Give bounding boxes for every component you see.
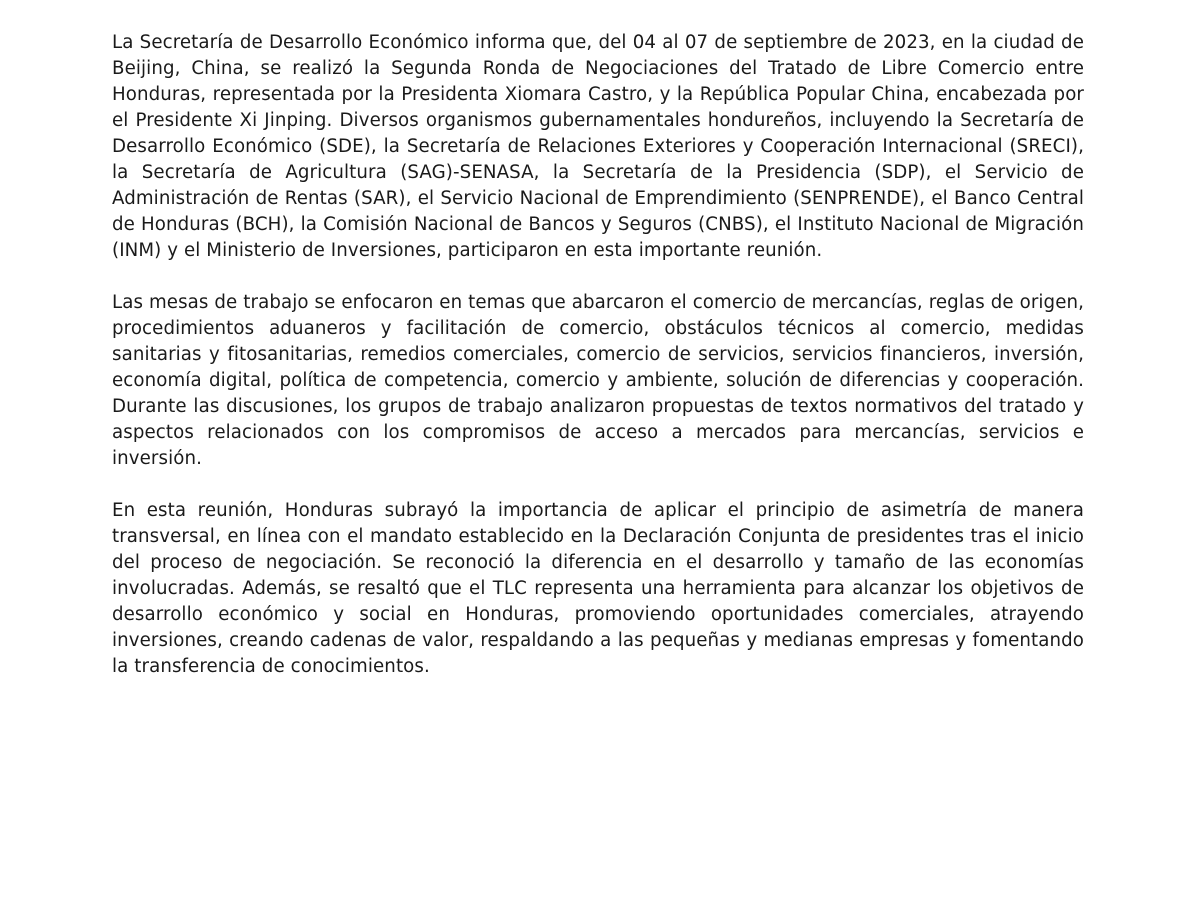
paragraph-3: En esta reunión, Honduras subrayó la importancia de aplicar el principio de asimetría de manera transversal, en línea con el mandato establecido en la Declaración Conjunta de presidentes tras el inicio del proceso de negociación. Se reconoció la diferencia en el desarrollo y tamaño de las economías involucradas. Además, se resaltó que el TLC representa una herramienta para alcanzar los objetivos de desarrollo económico y social en Honduras, promoviendo oportunidades comerciales, atrayendo inversiones, creando cadenas de valor, respaldando a las pequeñas y medianas empresas y fomentando la transferencia de conocimientos.	[112, 500, 1084, 677]
paragraph-1: La Secretaría de Desarrollo Económico informa que, del 04 al 07 de septiembre de 2023, en la ciudad de Beijing, China, se realizó la Segunda Ronda de Negociaciones del Tratado de Libre Comercio entre Honduras, representada por la Presidenta Xiomara Castro, y la República Popular China, encabezada por el Presidente Xi Jinping. Diversos organismos gubernamentales hondureños, incluyendo la Secretaría de Desarrollo Económico (SDE), la Secretaría de Relaciones Exteriores y Cooperación Internacional (SRECI), la Secretaría de Agricultura (SAG)-SENASA, la Secretaría de la Presidencia (SDP), el Servicio de Administración de Rentas (SAR), el Servicio Nacional de Emprendimiento (SENPRENDE), el Banco Central de Honduras (BCH), la Comisión Nacional de Bancos y Seguros (CNBS), el Instituto Nacional de Migración (INM) y el Ministerio de Inversiones, participaron en esta importante reunión.	[112, 32, 1084, 261]
paragraph-2: Las mesas de trabajo se enfocaron en temas que abarcaron el comercio de mercancías, reglas de origen, procedimientos aduaneros y facilitación de comercio, obstáculos técnicos al comercio, medidas sanitarias y fitosanitarias, remedios comerciales, comercio de servicios, servicios financieros, inversión, economía digital, política de competencia, comercio y ambiente, solución de diferencias y cooperación. Durante las discusiones, los grupos de trabajo analizaron propuestas de textos normativos del tratado y aspectos relacionados con los compromisos de acceso a mercados para mercancías, servicios e inversión.	[112, 292, 1084, 469]
document-body	[112, 30, 1084, 706]
